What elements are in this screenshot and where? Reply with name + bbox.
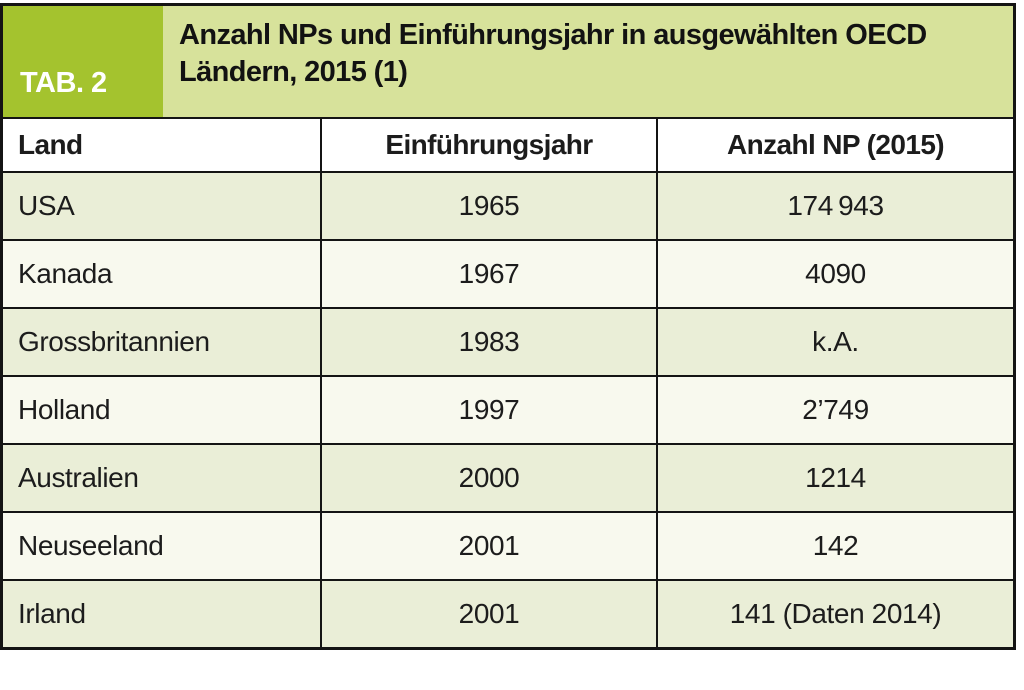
table-row <box>3 375 1013 443</box>
table-header-row <box>3 117 1013 171</box>
table-row <box>3 171 1013 239</box>
table-row <box>3 307 1013 375</box>
column-header-land: Land <box>3 119 320 171</box>
cell-land: Neuseeland <box>3 513 320 579</box>
figure-tag-label: TAB. 2 <box>20 67 107 99</box>
cell-anzahl-np: 174 943 <box>656 173 1013 239</box>
figure-tag-badge <box>3 6 163 117</box>
figure-title <box>163 6 1013 117</box>
cell-land: USA <box>3 173 320 239</box>
table-figure <box>0 3 1016 650</box>
figure-title-line2: Ländern, 2015 (1) <box>179 56 408 88</box>
table-row <box>3 239 1013 307</box>
cell-anzahl-np: 2’749 <box>656 377 1013 443</box>
cell-anzahl-np: 1214 <box>656 445 1013 511</box>
figure-title-band <box>3 6 1013 117</box>
cell-land: Irland <box>3 581 320 647</box>
cell-anzahl-np: 4090 <box>656 241 1013 307</box>
cell-land: Australien <box>3 445 320 511</box>
table-row <box>3 579 1013 647</box>
cell-einfuehrungsjahr: 2000 <box>320 445 656 511</box>
cell-land: Holland <box>3 377 320 443</box>
cell-land: Grossbritannien <box>3 309 320 375</box>
cell-einfuehrungsjahr: 1997 <box>320 377 656 443</box>
cell-einfuehrungsjahr: 1967 <box>320 241 656 307</box>
column-header-einfuehrungsjahr: Einführungsjahr <box>320 119 656 171</box>
table-row <box>3 511 1013 579</box>
cell-anzahl-np: 141 (Daten 2014) <box>656 581 1013 647</box>
cell-anzahl-np: 142 <box>656 513 1013 579</box>
figure-title-line1: Anzahl NPs und Einführungsjahr in ausgewählten OECD <box>179 19 927 51</box>
cell-land: Kanada <box>3 241 320 307</box>
cell-einfuehrungsjahr: 2001 <box>320 581 656 647</box>
table-row <box>3 443 1013 511</box>
cell-anzahl-np: k.A. <box>656 309 1013 375</box>
cell-einfuehrungsjahr: 1983 <box>320 309 656 375</box>
cell-einfuehrungsjahr: 2001 <box>320 513 656 579</box>
cell-einfuehrungsjahr: 1965 <box>320 173 656 239</box>
column-header-anzahl-np: Anzahl NP (2015) <box>656 119 1013 171</box>
